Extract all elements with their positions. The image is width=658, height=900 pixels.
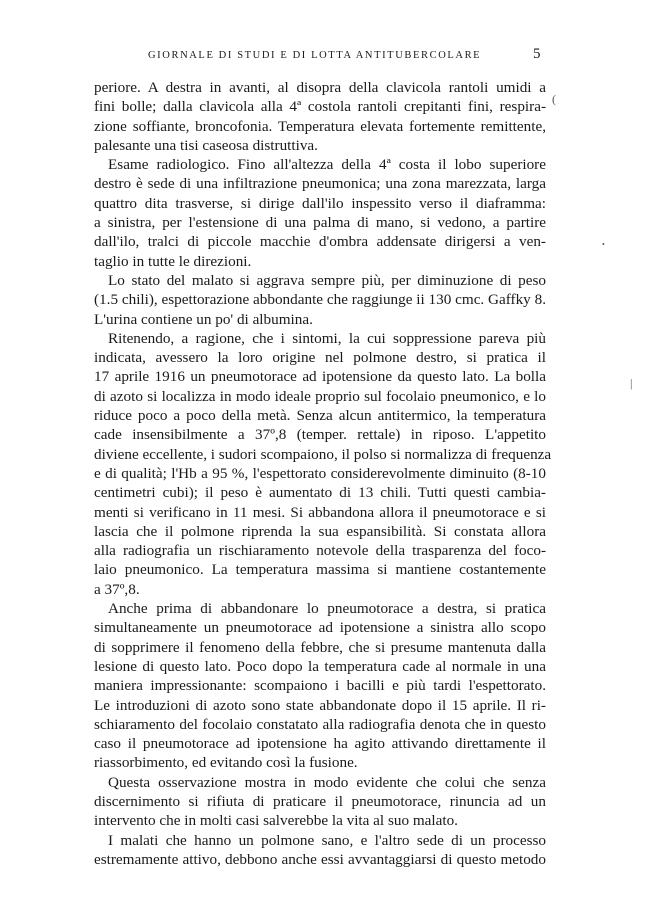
text-line: riassorbimento, ed evitando così la fusione. bbox=[94, 754, 358, 772]
text-line: menti si verificano in 11 mesi. Si abbandona allora il pneumotorace e si bbox=[94, 503, 546, 521]
text-line: di sopprimere il fenomeno della febbre, che si presume mantenuta dalla bbox=[94, 638, 546, 656]
text-line: Anche prima di abbandonare lo pneumotorace a destra, si pratica bbox=[108, 600, 546, 618]
text-line: (1.5 chili), espettorazione abbondante che raggiunge ii 130 cmc. Gaffky 8. bbox=[94, 291, 546, 309]
text-line: I malati che hanno un polmone sano, e l'altro sede di un processo bbox=[108, 831, 546, 849]
text-line: cade insensibilmente a 37º,8 (temper. rettale) in riposo. L'appetito bbox=[94, 426, 546, 444]
text-line: estremamente attivo, debbono anche essi avvantaggiarsi di questo metodo bbox=[94, 850, 546, 868]
text-line: Questa osservazione mostra in modo evidente che colui che senza bbox=[108, 773, 546, 791]
running-title: GIORNALE DI STUDI E DI LOTTA ANTITUBERCOLARE bbox=[148, 50, 482, 61]
text-line: centimetri cubi); il peso è aumentato di 13 chili. Tutti questi cambia- bbox=[94, 484, 546, 502]
text-line: zione soffiante, broncofonia. Temperatura elevata fortemente remittente, bbox=[94, 117, 546, 135]
text-line: dall'ilo, tralci di piccole macchie d'ombra addensate dirigersi a ven- bbox=[94, 233, 546, 251]
paragraph bbox=[94, 831, 546, 870]
text-line: periore. A destra in avanti, al disopra della clavicola rantoli umidi a bbox=[94, 79, 546, 96]
text-line: maniera impressionante: scompaiono i bacilli e più tardi l'espettorato. bbox=[94, 677, 546, 695]
text-line: quattro dita trasverse, si dirige dall'ilo inspessito verso il diaframma: bbox=[94, 194, 546, 212]
text-line: alla radiografia un rischiaramento notevole della trasparenza del foco- bbox=[94, 542, 546, 560]
text-line: lesione di questo lato. Poco dopo la temperatura cade al normale in una bbox=[94, 657, 546, 675]
text-line: riduce poco a poco della metà. Senza alcun antitermico, la temperatura bbox=[94, 407, 546, 425]
text-line: a sinistra, per l'estensione di una palma di mano, si vedono, a partire bbox=[94, 214, 546, 232]
text-line: indicata, avessero la loro origine nel polmone destro, si pratica il bbox=[94, 349, 546, 367]
text-line: e di qualità; l'Hb a 95 %, l'espettorato considerevolmente diminuito (8-10 bbox=[94, 464, 546, 482]
page-number: 5 bbox=[533, 46, 541, 62]
text-line: schiaramento del focolaio constatato alla radiografia denota che in questo bbox=[94, 715, 546, 733]
paragraph bbox=[94, 329, 552, 599]
text-line: taglio in tutte le direzioni. bbox=[94, 252, 252, 270]
text-line: discernimento si rifiuta di praticare il pneumotorace, rinuncia ad un bbox=[94, 792, 546, 810]
paragraph bbox=[94, 271, 546, 329]
text-line: simultaneamente un pneumotorace ad ipotensione a sinistra allo scopo bbox=[94, 619, 546, 637]
text-line: di azoto si localizza in modo ideale proprio sul focolaio pneumonico, e lo bbox=[94, 387, 546, 405]
text-line: Lo stato del malato si aggrava sempre più, per diminuzione di peso bbox=[108, 271, 546, 289]
margin-mark: ( bbox=[552, 92, 556, 106]
text-line: Esame radiologico. Fino all'altezza della 4ª costa il lobo superiore bbox=[108, 156, 546, 174]
text-line: Le introduzioni di azoto sono state abbandonate dopo il 15 aprile. Il ri- bbox=[94, 696, 546, 714]
text-line: palesante una tisi caseosa distruttiva. bbox=[94, 136, 318, 154]
text-line: destro è sede di una infiltrazione pneumonica; una zona marezzata, larga bbox=[94, 175, 546, 193]
paragraph bbox=[94, 155, 546, 271]
paragraph bbox=[94, 599, 546, 773]
text-line: a 37º,8. bbox=[94, 580, 140, 598]
text-line: intervento che in molti casi salverebbe la vita al suo malato. bbox=[94, 812, 458, 830]
text-line: Ritenendo, a ragione, che i sintomi, la cui soppressione pareva più bbox=[108, 329, 546, 347]
text-line: laio pneumonico. La temperatura massima si mantiene costantemente bbox=[94, 561, 546, 579]
margin-mark: | bbox=[630, 376, 633, 390]
paragraph bbox=[94, 773, 546, 831]
text-line: lascia che il polmone riprenda la sua espansibilità. Si constata allora bbox=[94, 522, 546, 540]
body-text bbox=[94, 78, 552, 869]
text-line: diviene eccellente, i sudori scompaiono, il polso si normalizza di frequenza bbox=[94, 445, 552, 463]
running-header bbox=[0, 44, 658, 70]
text-line: caso il pneumotorace ad ipotensione ha agito attivando direttamente il bbox=[94, 735, 546, 753]
text-line: L'urina contiene un po' di albumina. bbox=[94, 310, 313, 328]
paragraph bbox=[94, 78, 546, 155]
margin-mark: • bbox=[602, 240, 605, 249]
text-line: 17 aprile 1916 un pneumotorace ad ipotensione da questo lato. La bolla bbox=[94, 368, 546, 386]
text-line: fini bolle; dalla clavicola alla 4ª costola rantoli crepitanti fini, respira- bbox=[94, 98, 546, 116]
